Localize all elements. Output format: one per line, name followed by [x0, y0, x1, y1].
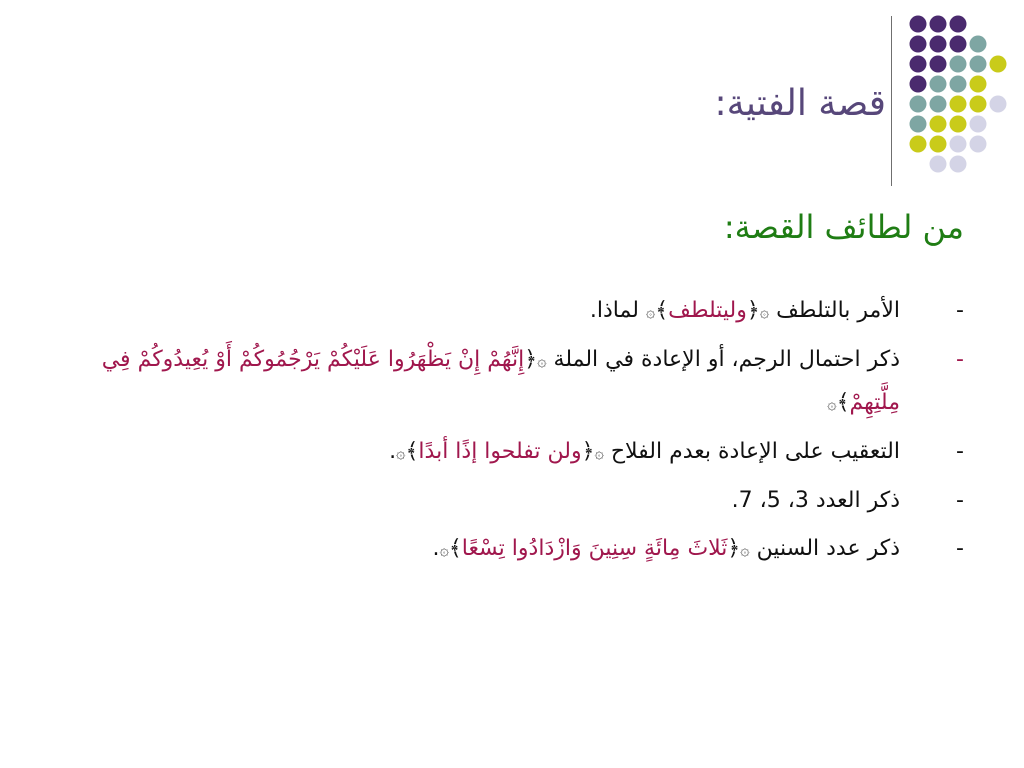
bullet-marker: - — [956, 536, 964, 562]
bullet-marker: - — [956, 346, 964, 372]
quran-quote: إِنَّهُمْ إِنْ يَظْهَرُوا عَلَيْكُمْ يَرْجُمُوكُمْ أَوْ يُعِيدُوكُمْ فِي مِلَّتِهِمْ — [101, 346, 900, 415]
decorative-dot-purple — [910, 76, 927, 93]
bullet-item — [44, 290, 964, 333]
decorative-dot-teal — [970, 36, 987, 53]
decorative-dot-purple — [910, 16, 927, 33]
decorative-dot-yellow — [970, 76, 987, 93]
bullet-marker: - — [956, 438, 964, 464]
decorative-dot-lavender — [990, 96, 1007, 113]
decorative-dot-yellow — [930, 116, 947, 133]
quran-quote: وليتلطف — [668, 298, 747, 323]
bullet-text: ذكر العدد 3، 5، 7. — [731, 487, 900, 513]
ornament-open: ۞ — [594, 442, 604, 462]
bracket-open: ﴿ — [581, 438, 595, 464]
decorative-dot-yellow — [950, 116, 967, 133]
bullet-item — [44, 528, 964, 571]
ornament-close: ۞ — [396, 442, 406, 462]
bullet-item — [44, 431, 964, 474]
bracket-close: ﴾ — [836, 389, 850, 415]
bullet-text: الأمر بالتلطف — [769, 298, 900, 323]
bracket-open: ﴿ — [746, 298, 760, 323]
bracket-open: ﴿ — [524, 346, 538, 372]
decorative-dot-lavender — [950, 136, 967, 153]
bullet-text-after: لماذا. — [589, 298, 646, 323]
decorative-dot-yellow — [950, 96, 967, 113]
quran-quote: ثَلاثَ مِائَةٍ سِنِينَ وَازْدَادُوا تِسْعًا — [461, 536, 728, 562]
quran-quote: ولن تفلحوا إذًا أبدًا — [418, 438, 582, 464]
decorative-dot-lavender — [970, 136, 987, 153]
bullet-marker: - — [956, 298, 964, 323]
bullet-text-after: . — [389, 438, 397, 464]
decorative-dot-purple — [930, 16, 947, 33]
bracket-close: ﴾ — [655, 298, 669, 323]
slide-subtitle: من لطائف القصة: — [723, 208, 964, 246]
bullet-marker: - — [956, 487, 964, 513]
decorative-dot-purple — [930, 56, 947, 73]
slide-title: قصة الفتية: — [714, 83, 886, 124]
bracket-close: ﴾ — [448, 536, 462, 562]
decorative-dot-teal — [910, 116, 927, 133]
decorative-dot-teal — [930, 96, 947, 113]
decorative-dot-yellow — [970, 96, 987, 113]
ornament-open: ۞ — [759, 302, 770, 321]
bracket-close: ﴾ — [405, 438, 419, 464]
ornament-close: ۞ — [439, 540, 449, 560]
decorative-dot-purple — [950, 16, 967, 33]
ornament-open: ۞ — [537, 350, 547, 370]
decorative-dot-teal — [910, 96, 927, 113]
title-divider-line — [891, 16, 892, 186]
decorative-dot-purple — [930, 36, 947, 53]
decorative-dot-teal — [970, 56, 987, 73]
decorative-dot-purple — [910, 56, 927, 73]
bracket-open: ﴿ — [727, 536, 741, 562]
bullet-text: ذكر احتمال الرجم، أو الإعادة في الملة — [546, 346, 900, 372]
decorative-dot-teal — [950, 76, 967, 93]
decorative-dot-purple — [950, 36, 967, 53]
bullet-text: ذكر عدد السنين — [749, 536, 900, 562]
decorative-dot-yellow — [990, 56, 1007, 73]
bullet-item — [44, 339, 964, 425]
decorative-dot-yellow — [930, 136, 947, 153]
bullet-text-after: . — [432, 536, 440, 562]
ornament-open: ۞ — [740, 540, 750, 560]
bullet-text: التعقيب على الإعادة بعدم الفلاح — [603, 438, 900, 464]
decorative-dot-purple — [910, 36, 927, 53]
ornament-close: ۞ — [827, 393, 837, 413]
decorative-dot-teal — [950, 56, 967, 73]
decorative-dot-lavender — [970, 116, 987, 133]
decorative-dot-yellow — [910, 136, 927, 153]
decorative-dot-lavender — [930, 156, 947, 173]
bullet-item — [44, 480, 964, 523]
decorative-dot-teal — [930, 76, 947, 93]
decorative-dot-lavender — [950, 156, 967, 173]
ornament-close: ۞ — [645, 302, 656, 321]
bullet-list — [44, 290, 964, 577]
